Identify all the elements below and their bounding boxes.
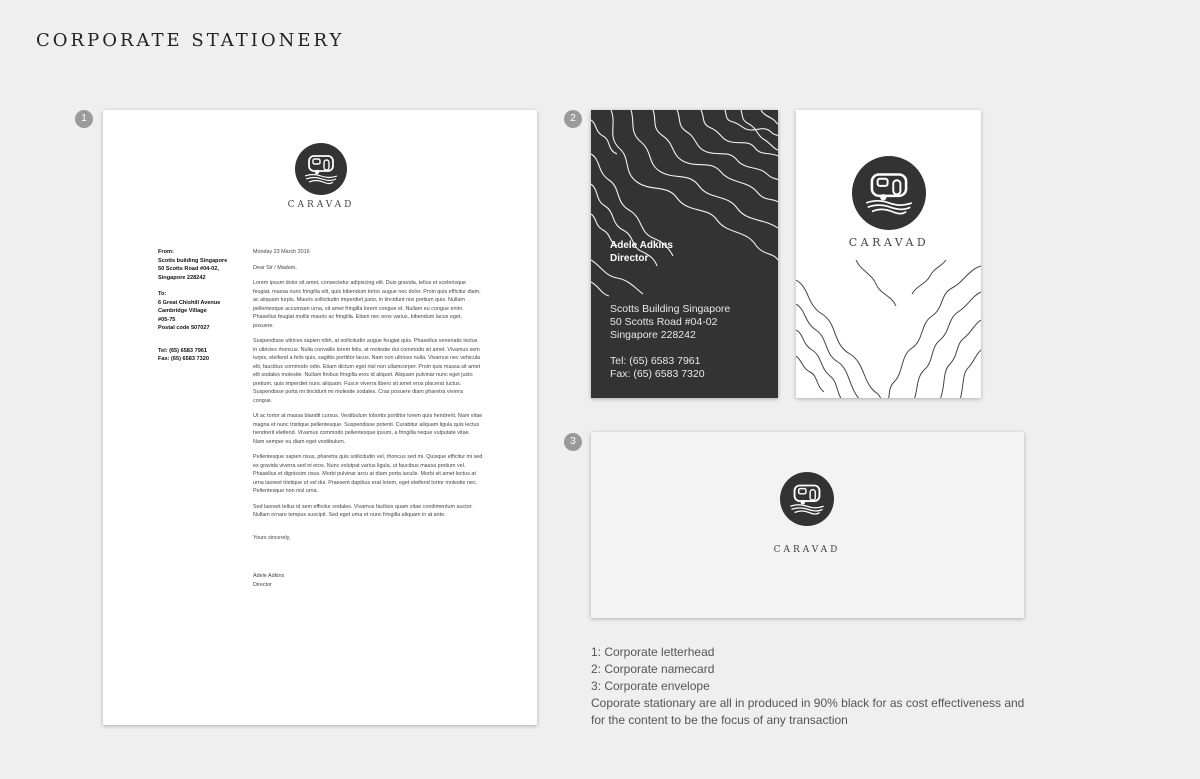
to-line: 6 Great Chishill Avenue	[158, 299, 221, 306]
letterhead-tel: Tel: (65) 6583 7961	[158, 347, 208, 354]
letter-signer-name: Adele Adkins	[253, 573, 285, 579]
letterhead-brand-name: CARAVAD	[287, 200, 355, 210]
envelope-brand-name: CARAVAD	[773, 545, 841, 555]
topographic-lines-icon	[796, 260, 981, 398]
letter-salutation: Dear Sir / Madam,	[253, 264, 297, 271]
letter-paragraph: Ut ac tortor at massa blandit cursus. Vestibulum lobortis porttitor lorem quis hendrerit. Nam vitae magna et nunc tristique pellentesque. Suspendisse potenti. Curabitur aliquam ligula quis lectus hendrerit eleifend. Vivamus commodo pellentesque ipsum, a fringilla neque vulputate vitae. Nam semper eu diam eget vestibulum.	[253, 413, 483, 445]
namecard-name: Adele Adkins	[610, 240, 673, 251]
captions	[591, 644, 1024, 729]
letter-closing: Yours sincerely,	[253, 534, 291, 541]
namecard-back	[796, 110, 981, 398]
envelope	[591, 432, 1024, 618]
caption-line: 2: Corporate namecard	[591, 662, 715, 676]
from-line: Scotts building Singapore	[158, 257, 228, 264]
namecard-tel: Tel: (65) 6583 7961	[610, 355, 701, 367]
namecard-person	[610, 239, 673, 265]
caption-line: for the content to be the focus of any transaction	[591, 713, 848, 727]
letterhead	[103, 110, 537, 725]
namecard-address	[610, 303, 730, 342]
caravan-icon	[295, 143, 347, 195]
page-title: CORPORATE STATIONERY	[36, 30, 345, 51]
letter-paragraph: Pellentesque sapien risus, pharetra quis sollicitudin vel, rhoncus sed mi. Quisque efficitur mi sed ex gravida viverra sed et eros. Nunc volutpat varius ligula, ut faucibus massa pretium vel. Phasellus et dignissim risus. Morbi pulvinar arcu at diam porta iaculis. Morbi sit amet lectus at urna laoreet tristique ut vel dui. Praesent dapibus erat lorem, eget eleifend tortor molestie nec. Pellentesque non nisl urna.	[253, 454, 483, 494]
caption-line: 1: Corporate letterhead	[591, 645, 715, 659]
letter-paragraph: Suspendisse ultrices sapien nibh, at sollicitudin augue feugiat quis. Phasellus venenatis lectus in ultricies rhoncus. Nulla convallis lorem felis, at molestie dui commodo sit amet. Vivamus sem turpis, eleifend a felis quis, sagittis porttitor lacus. Nam non ultrices nulla. Vivamus nec vehicula elit, faucibus commodo odio. Etiam dictum eget nisl non ullamcorper. Proin quis massa sit amet elit sodales molestie. Nullam finibus fringilla eros id aliquet. Aliquam pulvinar nunc eget justo pretium, quis imperdiet nunc aliquam. Fusce viverra libero sit amet eros placerat luctus. Suspendisse porta mi tincidunt mi molestie sodales. Cras posuere diam pharetra viverra congue.	[253, 338, 481, 404]
to-label: To:	[158, 291, 167, 297]
namecard-title: Director	[610, 253, 649, 264]
marker-letterhead: 1	[75, 110, 93, 128]
letterhead-body	[253, 248, 483, 589]
letter-paragraph: Sed laoreet tellus id sem efficitur sodales. Vivamus facilisis quam vitae condimentum auctor. Nullam ornare tempus suscipit. Sed eget urna et nunc fringilla aliquam in at ante.	[253, 503, 473, 518]
from-line: Singapore 228242	[158, 274, 206, 281]
caravan-icon	[780, 472, 834, 526]
letter-date: Monday 23 March 2016	[253, 249, 310, 255]
namecard-brand-name: CARAVAD	[848, 236, 930, 249]
to-line: Cambridge Village	[158, 308, 207, 314]
letter-paragraph: Lorem ipsum dolor sit amet, consectetur adipiscing elit. Duis gravida, tellus et scelerisque feugiat, massa nunc fringilla elit, quis bibendum tortor augue nec dolor. Proin quis efficitur diam, ac aliquam turpis. Mauris sollicitudin imperdiet justo, in tincidunt nisi pretium quis. Nullam pellentesque accumsan urna, sit amet fringilla lorem congue et. Nullam eu congue enim. Phasellus feugiat mollis mauris ac fringilla. Etiam nec eros varius, bibendum lacus eget, posuere.	[253, 280, 481, 329]
marker-envelope: 3	[564, 433, 582, 451]
namecard-fax: Fax: (65) 6583 7320	[610, 368, 705, 380]
namecard-contact	[610, 355, 705, 381]
caravan-icon	[852, 156, 926, 230]
letterhead-sidebar	[158, 248, 248, 372]
namecard-front	[591, 110, 778, 398]
to-line: #05-75	[158, 316, 176, 323]
caption-line: 3: Corporate envelope	[591, 679, 710, 693]
to-line: Postal code 507027	[158, 325, 210, 331]
namecard-address-line: Singapore 228242	[610, 329, 696, 341]
namecard-address-line: 50 Scotts Road #04-02	[610, 316, 718, 328]
from-label: From:	[158, 249, 174, 255]
letterhead-fax: Fax: (65) 6583 7320	[158, 356, 209, 362]
namecard-address-line: Scotts Building Singapore	[610, 303, 731, 315]
caption-line: Coporate stationary are all in produced in 90% black for as cost effectiveness and	[591, 696, 1025, 710]
from-line: 50 Scotts Road #04-02,	[158, 266, 219, 272]
marker-namecard: 2	[564, 110, 582, 128]
letter-signer-title: Director	[253, 581, 272, 588]
